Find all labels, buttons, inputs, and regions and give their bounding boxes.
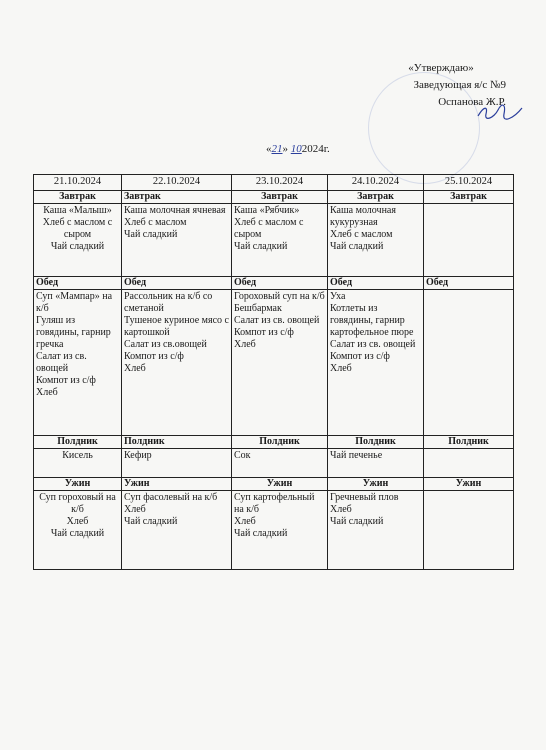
meal-label: Полдник	[328, 435, 424, 448]
date-day: 21	[271, 143, 283, 155]
dish-item: Кисель	[62, 449, 93, 461]
dish-item: Уха	[330, 290, 346, 302]
dish-item: Хлеб	[36, 386, 58, 398]
meal-row-breakfast	[34, 190, 514, 203]
dish-item: Суп «Мампар» на к/б	[36, 290, 113, 314]
menu-cell	[34, 448, 122, 477]
menu-cell	[232, 448, 328, 477]
dish-item: Хлеб	[124, 362, 146, 374]
menu-cell	[232, 490, 328, 569]
meal-label: Завтрак	[424, 190, 514, 203]
menu-cell	[424, 490, 514, 569]
food-row	[34, 490, 514, 569]
dish-item: Компот из с/ф	[234, 326, 294, 338]
meal-label: Полдник	[424, 435, 514, 448]
meal-label: Обед	[424, 276, 514, 289]
dish-item: Компот из с/ф	[124, 350, 184, 362]
meal-label: Ужин	[34, 477, 122, 490]
approval-name: Оспанова Ж.Р.	[438, 96, 506, 109]
meal-label: Обед	[328, 276, 424, 289]
dish-item: Чай сладкий	[50, 240, 105, 252]
dish-item: Каша молочная ячневая	[124, 204, 226, 216]
menu-cell	[232, 203, 328, 276]
dish-item: Хлеб с маслом	[124, 216, 187, 228]
menu-cell	[122, 289, 232, 435]
dish-item: Чай печенье	[330, 449, 383, 461]
date-year: 2024г.	[301, 143, 330, 155]
menu-table	[33, 174, 514, 570]
dish-item: Компот из с/ф	[36, 374, 96, 386]
dish-item: Хлеб	[234, 338, 256, 350]
menu-cell	[34, 289, 122, 435]
date-line	[266, 143, 330, 155]
date-close-quote: »	[282, 143, 288, 155]
meal-label: Полдник	[34, 435, 122, 448]
dish-item: Котлеты из говядины, гарнир картофельное пюре	[330, 302, 414, 338]
meal-label: Полдник	[122, 435, 232, 448]
meal-label: Обед	[34, 276, 122, 289]
meal-label: Ужин	[122, 477, 232, 490]
dish-item: Салат из св.овощей	[124, 338, 207, 350]
dish-item: Каша молочная кукурузная	[330, 204, 396, 228]
day-header: 23.10.2024	[232, 175, 328, 191]
dish-item: Хлеб	[234, 515, 256, 527]
dish-item: Гречневый плов	[330, 491, 399, 503]
menu-cell	[34, 490, 122, 569]
signature-icon	[476, 102, 524, 122]
menu-cell	[424, 203, 514, 276]
dish-item: Каша «Малыш»	[43, 204, 112, 216]
meal-label: Завтрак	[232, 190, 328, 203]
meal-label: Полдник	[232, 435, 328, 448]
dish-item: Бешбармак	[234, 302, 282, 314]
dish-item: Чай сладкий	[124, 515, 178, 527]
dish-item: Чай сладкий	[234, 527, 288, 539]
dish-item: Чай сладкий	[330, 515, 384, 527]
dish-item: Суп фасолевый на к/б	[124, 491, 218, 503]
meal-label: Обед	[122, 276, 232, 289]
menu-cell	[232, 289, 328, 435]
dish-item: Чай сладкий	[50, 527, 105, 539]
dish-item: Кефир	[124, 449, 152, 461]
meal-label: Обед	[232, 276, 328, 289]
dish-item: Сок	[234, 449, 251, 461]
dish-item: Гуляш из говядины, гарнир гречка	[36, 314, 111, 350]
date-month: 10	[290, 143, 302, 155]
dish-item: Хлеб	[66, 515, 89, 527]
dish-item: Хлеб с маслом с сыром	[42, 216, 113, 240]
menu-cell	[328, 490, 424, 569]
menu-cell	[424, 448, 514, 477]
food-row	[34, 203, 514, 276]
menu-cell	[122, 490, 232, 569]
dish-item: Компот из с/ф	[330, 350, 390, 362]
dish-item: Суп гороховый на к/б	[39, 491, 116, 515]
meal-label: Завтрак	[328, 190, 424, 203]
dish-item: Салат из св. овощей	[234, 314, 320, 326]
menu-cell	[328, 203, 424, 276]
dish-item: Хлеб	[330, 362, 352, 374]
menu-cell	[122, 448, 232, 477]
meal-label: Ужин	[232, 477, 328, 490]
dish-item: Салат из св. овощей	[330, 338, 416, 350]
meal-label: Завтрак	[34, 190, 122, 203]
dish-item: Салат из св. овощей	[36, 350, 87, 374]
approval-position: Заведующая я/с №9	[413, 79, 506, 92]
days-row	[34, 175, 514, 191]
menu-cell	[328, 289, 424, 435]
dish-item: Суп картофельный на к/б	[234, 491, 315, 515]
dish-item: Чай сладкий	[330, 240, 384, 252]
meal-row-lunch	[34, 276, 514, 289]
dish-item: Хлеб с маслом с сыром	[234, 216, 304, 240]
food-row	[34, 448, 514, 477]
dish-item: Гороховый суп на к/б	[234, 290, 325, 302]
menu-cell	[122, 203, 232, 276]
dish-item: Тушеное куриное мясо с картошкой	[124, 314, 229, 338]
meal-label: Ужин	[328, 477, 424, 490]
day-header: 24.10.2024	[328, 175, 424, 191]
approval-title: «Утверждаю»	[408, 62, 474, 74]
day-header: 21.10.2024	[34, 175, 122, 191]
food-row	[34, 289, 514, 435]
dish-item: Хлеб с маслом	[330, 228, 393, 240]
meal-row-supper	[34, 477, 514, 490]
date-open-quote: «	[266, 143, 272, 155]
dish-item: Хлеб	[330, 503, 352, 515]
dish-item: Чай сладкий	[234, 240, 288, 252]
meal-row-snack	[34, 435, 514, 448]
dish-item: Хлеб	[124, 503, 146, 515]
meal-label: Ужин	[424, 477, 514, 490]
menu-cell	[34, 203, 122, 276]
menu-cell	[424, 289, 514, 435]
day-header: 25.10.2024	[424, 175, 514, 191]
day-header: 22.10.2024	[122, 175, 232, 191]
dish-item: Рассольник на к/б со сметаной	[124, 290, 213, 314]
menu-cell	[328, 448, 424, 477]
dish-item: Каша «Рябчик»	[234, 204, 300, 216]
dish-item: Чай сладкий	[124, 228, 178, 240]
meal-label: Завтрак	[122, 190, 232, 203]
